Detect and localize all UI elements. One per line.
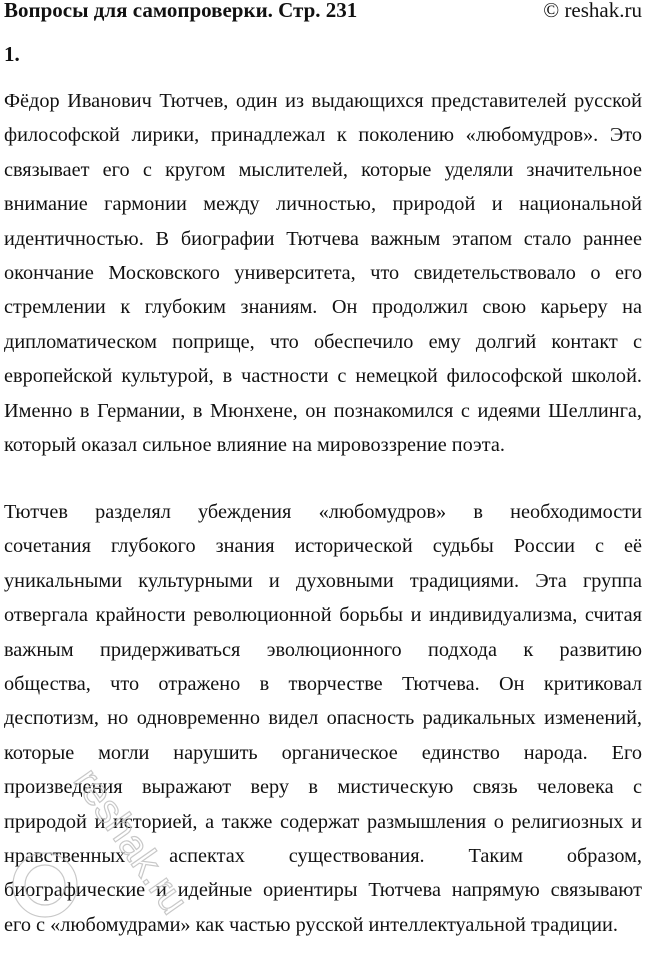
text-line: дипломатическом поприще, что обеспечило ему долгий контакт с [4, 330, 642, 353]
text-line: европейской культурой, в частности с немецкой философской школой. [4, 365, 642, 388]
paragraph-2 [4, 495, 642, 942]
paragraph-1 [4, 84, 642, 462]
text-line: биографические и идейные ориентиры Тютчева напрямую связывают [4, 879, 642, 902]
text-line: сочетания глубокого знания исторической судьбы России с её [4, 535, 642, 558]
question-number: 1. [4, 42, 20, 66]
page-title: Вопросы для самопроверки. Стр. 231 [4, 0, 358, 22]
text-line: уникальными культурными и духовными традициями. Эта группа [4, 569, 642, 592]
text-line: которые могли нарушить органическое единство народа. Его [4, 741, 642, 764]
text-line: связывает его с кругом мыслителей, которые уделяли значительное [4, 158, 642, 181]
text-line: идентичностью. В биографии Тютчева важным этапом стало раннее [4, 227, 642, 250]
copyright: © reshak.ru [543, 0, 642, 22]
text-line: важным придерживаться эволюционного подхода к развитию [4, 638, 642, 661]
text-line: который оказал сильное влияние на мировоззрение поэта. [4, 433, 505, 456]
text-line: деспотизм, но одновременно видел опасность радикальных изменений, [4, 707, 642, 730]
text-line: внимание гармонии между личностью, природой и национальной [4, 193, 642, 216]
text-line: стремлении к глубоким знаниям. Он продолжил свою карьеру на [4, 296, 642, 319]
text-line: общества, что отражено в творчестве Тютчева. Он критиковал [4, 672, 642, 695]
text-line: произведения выражают веру в мистическую связь человека с [4, 776, 642, 799]
text-line: философской лирики, принадлежал к поколению «любомудров». Это [4, 124, 642, 147]
page-header [4, 0, 642, 24]
text-line: нравственных аспектах существования. Таким образом, [4, 844, 642, 867]
svg-text:reshak.ru: reshak.ru [64, 760, 197, 923]
text-line: Именно в Германии, в Мюнхене, он познакомился с идеями Шеллинга, [4, 399, 642, 422]
text-line: Тютчев разделял убеждения «любомудров» в необходимости [4, 501, 642, 523]
text-line: Фёдор Иванович Тютчев, один из выдающихся представителей русской [4, 90, 642, 112]
text-line: природой и историей, а также содержат размышления о религиозных и [4, 810, 642, 833]
text-line: его с «любомудрами» как частью русской интеллектуальной традиции. [4, 913, 618, 936]
text-line: окончание Московского университета, что свидетельствовало о его [4, 261, 642, 284]
text-line: отвергала крайности революционной борьбы и индивидуализма, считая [4, 604, 642, 627]
